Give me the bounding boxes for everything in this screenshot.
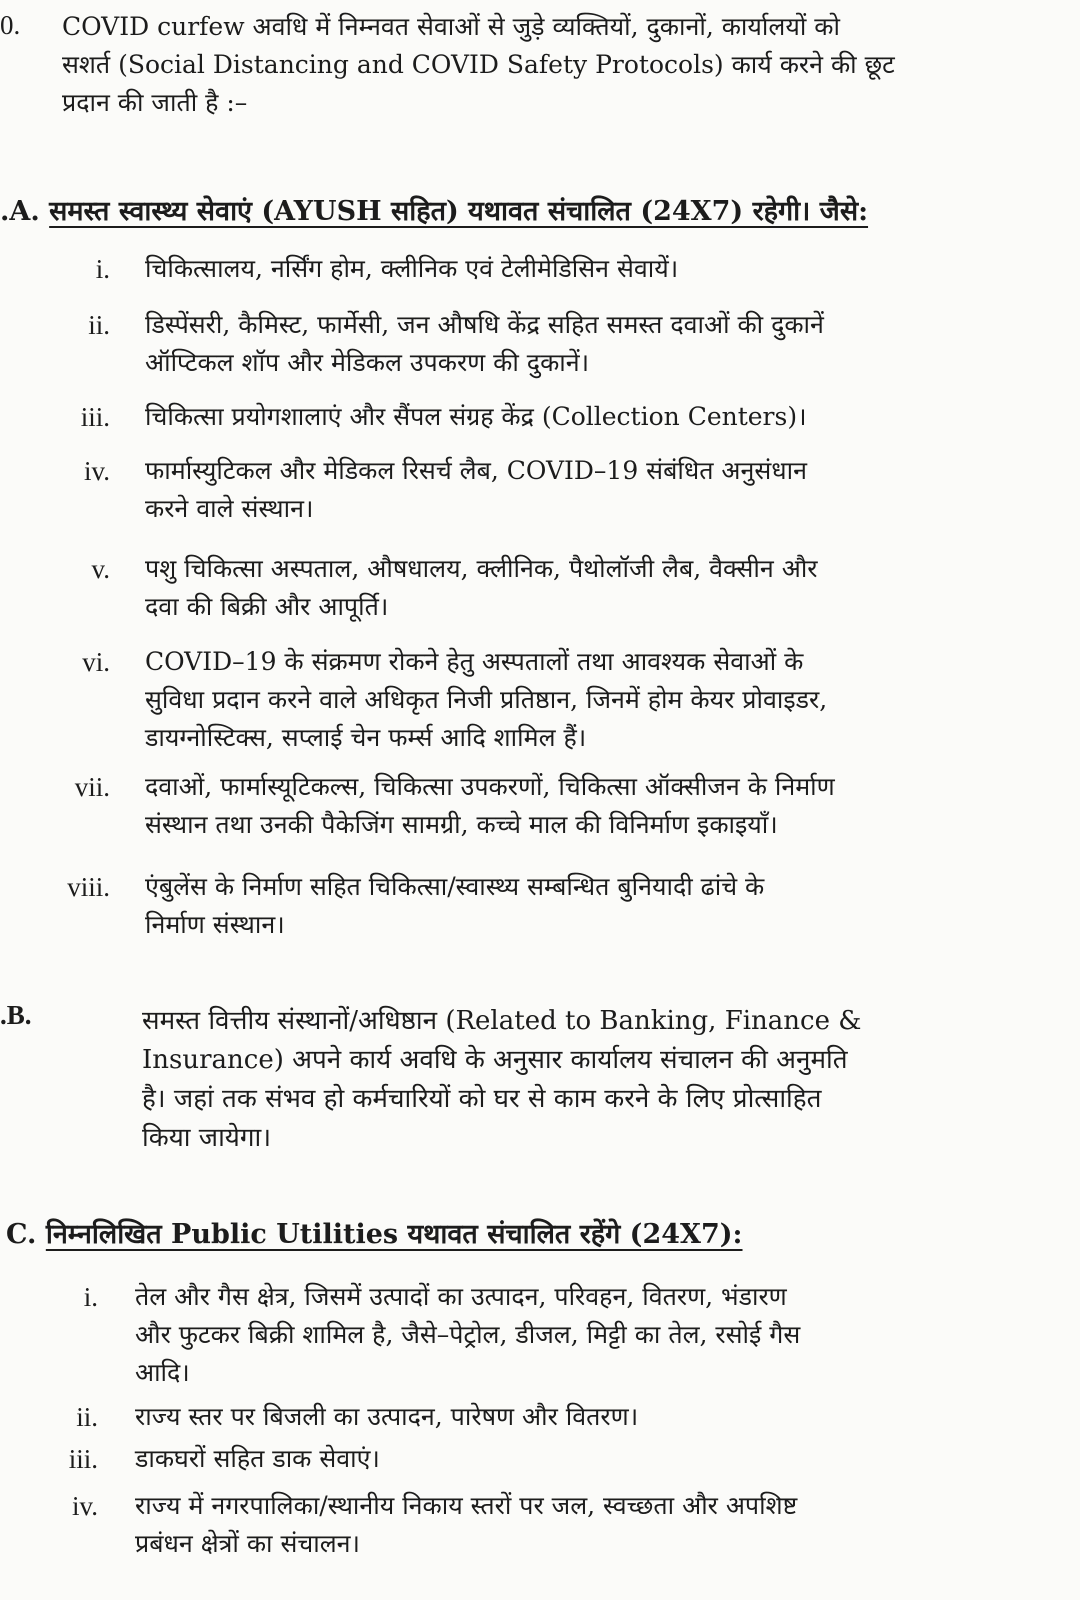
section-a-heading-row: [0, 192, 868, 232]
item-line: तेल और गैस क्षेत्र, जिसमें उत्पादों का उत्पादन, परिवहन, वितरण, भंडारण: [135, 1282, 787, 1311]
section-a-item: [145, 452, 1045, 528]
item-line: और फुटकर बिक्री शामिल है, जैसे–पेट्रोल, डीजल, मिट्टी का तेल, रसोई गैस: [135, 1320, 801, 1349]
section-a-item: [145, 768, 1045, 844]
intro-number: 0.: [0, 10, 21, 40]
section-b-line: Insurance) अपने कार्य अवधि के अनुसार कार्यालय संचालन की अनुमति: [142, 1045, 848, 1075]
section-c-item-number: iii.: [68, 1444, 98, 1474]
section-a-item-number: iv.: [84, 456, 110, 486]
section-c-item: [135, 1440, 1035, 1478]
section-c-heading: निम्नलिखित Public Utilities यथावत संचालित रहेंगे (24X7):: [45, 1219, 743, 1250]
item-line: डिस्पेंसरी, कैमिस्ट, फार्मेसी, जन औषधि केंद्र सहित समस्त दवाओं की दुकानें: [145, 310, 824, 339]
section-a-item: [145, 643, 1045, 757]
section-a-item: [145, 398, 1045, 436]
item-line: आदि।: [135, 1358, 190, 1387]
item-line: सुविधा प्रदान करने वाले अधिकृत निजी प्रतिष्ठान, जिनमें होम केयर प्रोवाइडर,: [145, 685, 828, 714]
section-c-item: [135, 1278, 1035, 1392]
item-line: संस्थान तथा उनकी पैकेजिंग सामग्री, कच्चे माल की विनिर्माण इकाइयाँ।: [145, 810, 778, 839]
section-b-line: किया जायेगा।: [142, 1123, 272, 1153]
item-line: निर्माण संस्थान।: [145, 910, 285, 939]
section-a-item: [145, 306, 1045, 382]
item-line: राज्य में नगरपालिका/स्थानीय निकाय स्तरों पर जल, स्वच्छता और अपशिष्ट: [135, 1491, 798, 1520]
section-a-item: [145, 868, 1045, 944]
section-a-item-number: i.: [95, 254, 110, 284]
intro-line: सशर्त (Social Distancing and COVID Safety Protocols) कार्य करने की छूट: [62, 50, 895, 79]
section-b-line: समस्त वित्तीय संस्थानों/अधिष्ठान (Related to Banking, Finance &: [142, 1006, 862, 1036]
item-line: एंबुलेंस के निर्माण सहित चिकित्सा/स्वास्थ्य सम्बन्धित बुनियादी ढांचे के: [145, 872, 765, 901]
section-b-paragraph: [142, 1002, 1022, 1158]
intro-line: प्रदान की जाती है :–: [62, 88, 248, 117]
item-line: डाकघरों सहित डाक सेवाएं।: [135, 1444, 380, 1473]
section-c-item-number: iv.: [72, 1491, 98, 1521]
section-a-item: [145, 250, 1045, 288]
item-line: करने वाले संस्थान।: [145, 494, 314, 523]
intro-paragraph: [62, 8, 1037, 122]
item-line: ऑप्टिकल शॉप और मेडिकल उपकरण की दुकानें।: [145, 348, 590, 377]
item-line: पशु चिकित्सा अस्पताल, औषधालय, क्लीनिक, पैथोलॉजी लैब, वैक्सीन और: [145, 554, 818, 583]
item-line: प्रबंधन क्षेत्रों का संचालन।: [135, 1529, 361, 1558]
section-a-heading: समस्त स्वास्थ्य सेवाएं (AYUSH सहित) यथावत संचालित (24X7) रहेगी। जैसे:: [49, 196, 869, 227]
section-a-item: [145, 550, 1045, 626]
section-b-line: है। जहां तक संभव हो कर्मचारियों को घर से काम करने के लिए प्रोत्साहित: [142, 1084, 822, 1114]
section-a-label: .A.: [0, 196, 40, 227]
section-c-item: [135, 1487, 1035, 1563]
section-c-heading-row: [6, 1215, 743, 1255]
section-a-item-number: vii.: [74, 772, 110, 802]
item-line: फार्मास्युटिकल और मेडिकल रिसर्च लैब, COVID–19 संबंधित अनुसंधान: [145, 456, 807, 485]
item-line: चिकित्सालय, नर्सिंग होम, क्लीनिक एवं टेलीमेडिसिन सेवायें।: [145, 254, 679, 283]
intro-line: COVID curfew अवधि में निम्नवत सेवाओं से जुड़े व्यक्तियों, दुकानों, कार्यालयों को: [62, 12, 840, 41]
item-line: चिकित्सा प्रयोगशालाएं और सैंपल संग्रह केंद्र (Collection Centers)।: [145, 402, 807, 431]
section-b-label: .B.: [0, 1000, 32, 1030]
section-c-item: [135, 1398, 1035, 1436]
section-a-item-number: ii.: [88, 310, 110, 340]
section-a-item-number: vi.: [82, 647, 110, 677]
item-line: COVID–19 के संक्रमण रोकने हेतु अस्पतालों तथा आवश्यक सेवाओं के: [145, 647, 804, 676]
section-a-item-number: iii.: [80, 402, 110, 432]
item-line: राज्य स्तर पर बिजली का उत्पादन, पारेषण और वितरण।: [135, 1402, 639, 1431]
section-c-item-number: ii.: [76, 1402, 98, 1432]
item-line: दवाओं, फार्मास्यूटिकल्स, चिकित्सा उपकरणों, चिकित्सा ऑक्सीजन के निर्माण: [145, 772, 835, 801]
item-line: दवा की बिक्री और आपूर्ति।: [145, 592, 389, 621]
section-c-label: C.: [6, 1219, 37, 1250]
section-c-item-number: i.: [83, 1282, 98, 1312]
item-line: डायग्नोस्टिक्स, सप्लाई चेन फर्म्स आदि शामिल हैं।: [145, 723, 587, 752]
section-a-item-number: viii.: [67, 872, 110, 902]
section-a-item-number: v.: [91, 554, 110, 584]
